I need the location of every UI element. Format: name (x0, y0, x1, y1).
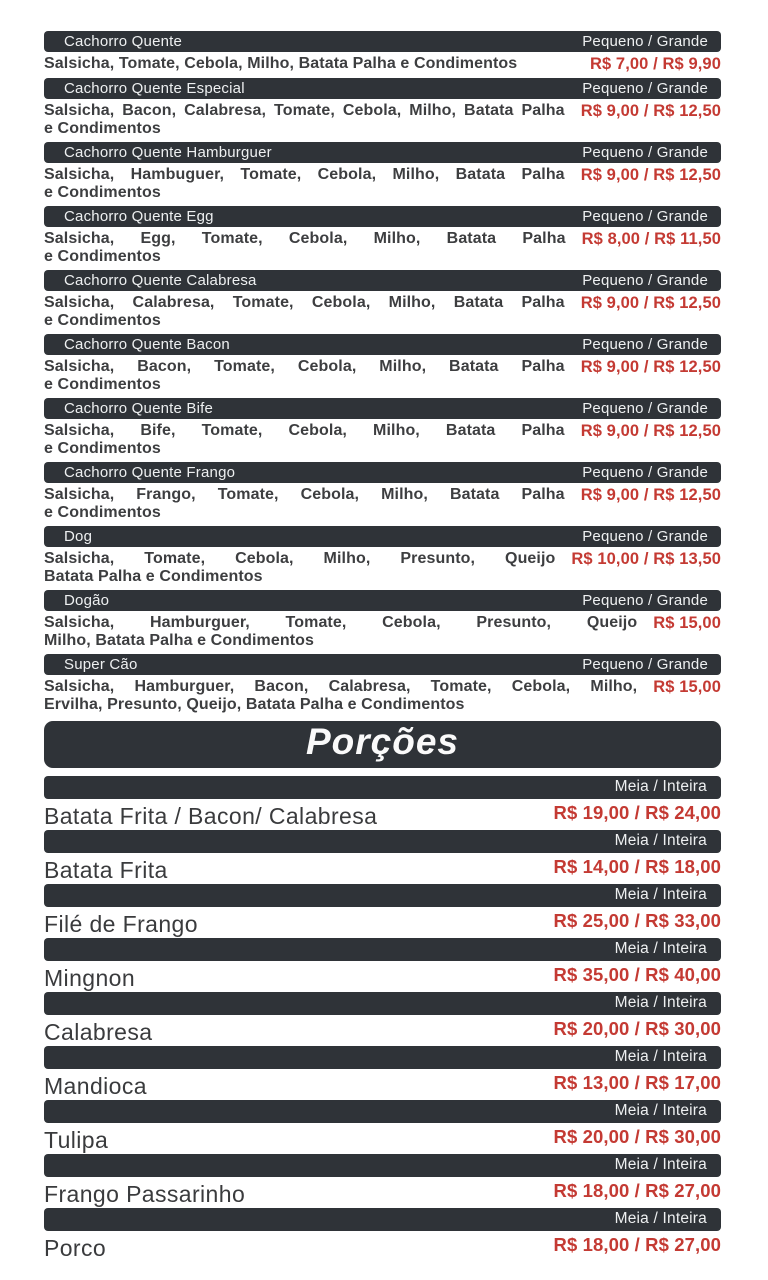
menu-item-price: R$ 10,00 / R$ 13,50 (571, 550, 721, 568)
menu-item-name: Cachorro Quente Bacon (64, 335, 230, 353)
menu-item-size-label: Pequeno / Grande (582, 527, 708, 545)
porcao-item-size-label: Meia / Inteira (614, 1210, 707, 1227)
menu-item-price: R$ 15,00 (653, 678, 721, 696)
menu-item-description: Salsicha, Calabresa, Tomate, Cebola, Milho, Batata Palha e Condimentos (44, 294, 565, 329)
porcao-item-name: Batata Frita / Bacon/ Calabresa (44, 803, 378, 829)
menu-item-name: Cachorro Quente Calabresa (64, 271, 257, 289)
menu-item-description: Salsicha, Tomate, Cebola, Milho, Batata Palha e Condimentos (44, 55, 518, 72)
menu-item-description: Salsicha, Bife, Tomate, Cebola, Milho, Batata Palha e Condimentos (44, 422, 565, 457)
porcao-item (44, 776, 721, 830)
porcao-item-row (44, 1180, 721, 1208)
menu-item-row (44, 294, 721, 329)
menu-item (44, 654, 721, 713)
menu-item-name: Cachorro Quente Bife (64, 399, 214, 417)
menu-item-header-bar (44, 590, 721, 611)
porcao-item-name: Tulipa (44, 1127, 109, 1153)
menu-item-price: R$ 9,00 / R$ 12,50 (580, 166, 721, 184)
porcao-item-size-bar (44, 884, 721, 907)
menu-item-description: Salsicha, Bacon, Tomate, Cebola, Milho, Batata Palha e Condimentos (44, 358, 565, 393)
porcao-item (44, 1046, 721, 1100)
menu-item-header-bar (44, 462, 721, 483)
porcao-item-size-bar (44, 938, 721, 961)
porcao-item-price: R$ 25,00 / R$ 33,00 (553, 910, 721, 931)
porcao-item-row (44, 1072, 721, 1100)
menu-item-name: Cachorro Quente (64, 32, 183, 50)
porcao-item-price: R$ 35,00 / R$ 40,00 (553, 964, 721, 985)
menu-item (44, 526, 721, 585)
porcao-item-size-bar (44, 1154, 721, 1177)
menu-item-description: Salsicha, Frango, Tomate, Cebola, Milho, Batata Palha e Condimentos (44, 486, 565, 521)
menu-item-header-bar (44, 31, 721, 52)
porcao-item-size-bar (44, 1100, 721, 1123)
porcao-item-row (44, 802, 721, 830)
menu-item (44, 270, 721, 329)
menu-item-size-label: Pequeno / Grande (582, 335, 708, 353)
porcao-item-size-bar (44, 1046, 721, 1069)
porcao-item-price: R$ 13,00 / R$ 17,00 (553, 1072, 721, 1093)
menu-item-price: R$ 8,00 / R$ 11,50 (581, 230, 721, 248)
menu-item-description: Salsicha, Hamburguer, Bacon, Calabresa, Tomate, Cebola, Milho, Ervilha, Presunto, Queijo, Batata Palha e Condimentos (44, 678, 638, 713)
menu-item-header-bar (44, 334, 721, 355)
porcao-item-size-label: Meia / Inteira (614, 832, 707, 849)
porcao-item-row (44, 1126, 721, 1154)
porcao-item-name: Mandioca (44, 1073, 147, 1099)
hot-dog-list (44, 31, 721, 713)
porcao-item (44, 1208, 721, 1262)
menu-item-name: Dogão (64, 591, 110, 609)
menu-item-header-bar (44, 78, 721, 99)
menu-item-row (44, 550, 721, 585)
menu-item-name: Cachorro Quente Frango (64, 463, 236, 481)
menu-item-row (44, 102, 721, 137)
porcao-item-size-bar (44, 776, 721, 799)
porcao-item-row (44, 964, 721, 992)
menu-item-size-label: Pequeno / Grande (582, 79, 708, 97)
menu-item-row (44, 678, 721, 713)
menu-item-price: R$ 15,00 (653, 614, 721, 632)
menu-item-row (44, 358, 721, 393)
porcao-item-size-label: Meia / Inteira (614, 1102, 707, 1119)
menu-item (44, 334, 721, 393)
menu-item (44, 142, 721, 201)
menu-item-header-bar (44, 526, 721, 547)
menu-item-row (44, 166, 721, 201)
menu-item-row (44, 486, 721, 521)
menu-item-name: Dog (64, 527, 93, 545)
menu-item-size-label: Pequeno / Grande (582, 207, 708, 225)
menu-item-row (44, 230, 721, 265)
menu-item-header-bar (44, 654, 721, 675)
porcao-item-size-label: Meia / Inteira (614, 1048, 707, 1065)
menu-item-size-label: Pequeno / Grande (582, 655, 708, 673)
menu-item-size-label: Pequeno / Grande (582, 271, 708, 289)
porcao-item-size-label: Meia / Inteira (614, 886, 707, 903)
porcao-item-size-bar (44, 992, 721, 1015)
menu-item-name: Cachorro Quente Hamburguer (64, 143, 272, 161)
porcao-item-size-bar (44, 1208, 721, 1231)
porcoes-list (44, 776, 721, 1262)
menu-item-name: Super Cão (64, 655, 138, 673)
menu-item-price: R$ 9,00 / R$ 12,50 (580, 358, 721, 376)
menu-item-row (44, 55, 721, 73)
menu-item-description: Salsicha, Tomate, Cebola, Milho, Presunto, Queijo Batata Palha e Condimentos (44, 550, 556, 585)
menu-item-name: Cachorro Quente Egg (64, 207, 214, 225)
porcao-item-price: R$ 18,00 / R$ 27,00 (553, 1180, 721, 1201)
menu-item (44, 78, 721, 137)
porcao-item (44, 830, 721, 884)
menu-item-price: R$ 9,00 / R$ 12,50 (580, 486, 721, 504)
porcao-item-name: Mingnon (44, 965, 136, 991)
menu-item-header-bar (44, 398, 721, 419)
menu-item-description: Salsicha, Hamburguer, Tomate, Cebola, Presunto, Queijo Milho, Batata Palha e Condimentos (44, 614, 638, 649)
porcao-item-row (44, 1234, 721, 1262)
menu-item-header-bar (44, 270, 721, 291)
porcao-item-price: R$ 20,00 / R$ 30,00 (553, 1126, 721, 1147)
menu-item-description: Salsicha, Egg, Tomate, Cebola, Milho, Batata Palha e Condimentos (44, 230, 566, 265)
porcao-item-row (44, 856, 721, 884)
menu-item-header-bar (44, 142, 721, 163)
porcao-item-name: Frango Passarinho (44, 1181, 246, 1207)
porcao-item (44, 1154, 721, 1208)
menu-item-price: R$ 9,00 / R$ 12,50 (580, 294, 721, 312)
porcao-item-price: R$ 18,00 / R$ 27,00 (553, 1234, 721, 1255)
porcoes-section-title: Porções (44, 721, 721, 768)
menu-item-price: R$ 9,00 / R$ 12,50 (580, 422, 721, 440)
menu-item-size-label: Pequeno / Grande (582, 463, 708, 481)
menu-item-size-label: Pequeno / Grande (582, 143, 708, 161)
porcao-item (44, 992, 721, 1046)
menu-item-description: Salsicha, Bacon, Calabresa, Tomate, Cebola, Milho, Batata Palha e Condimentos (44, 102, 565, 137)
porcao-item-row (44, 910, 721, 938)
menu-item (44, 31, 721, 73)
porcao-item-name: Filé de Frango (44, 911, 198, 937)
menu-item-description: Salsicha, Hambuguer, Tomate, Cebola, Milho, Batata Palha e Condimentos (44, 166, 565, 201)
menu-item-size-label: Pequeno / Grande (582, 591, 708, 609)
menu-item-name: Cachorro Quente Especial (64, 79, 245, 97)
porcao-item-size-label: Meia / Inteira (614, 778, 707, 795)
menu-item-header-bar (44, 206, 721, 227)
porcao-item (44, 1100, 721, 1154)
menu-item (44, 206, 721, 265)
menu-item (44, 590, 721, 649)
porcao-item-size-bar (44, 830, 721, 853)
porcao-item-price: R$ 14,00 / R$ 18,00 (553, 856, 721, 877)
porcao-item-row (44, 1018, 721, 1046)
menu-item-price: R$ 7,00 / R$ 9,90 (589, 55, 721, 73)
porcao-item-size-label: Meia / Inteira (614, 940, 707, 957)
menu-item (44, 462, 721, 521)
porcao-item-size-label: Meia / Inteira (614, 1156, 707, 1173)
menu-item-size-label: Pequeno / Grande (582, 399, 708, 417)
menu-item-row (44, 614, 721, 649)
porcao-item-name: Batata Frita (44, 857, 168, 883)
porcao-item-name: Porco (44, 1235, 107, 1261)
porcao-item (44, 938, 721, 992)
menu-item (44, 398, 721, 457)
menu-item-price: R$ 9,00 / R$ 12,50 (580, 102, 721, 120)
porcao-item-price: R$ 20,00 / R$ 30,00 (553, 1018, 721, 1039)
menu-item-size-label: Pequeno / Grande (582, 32, 708, 50)
porcao-item-name: Calabresa (44, 1019, 153, 1045)
porcao-item-price: R$ 19,00 / R$ 24,00 (553, 802, 721, 823)
menu-item-row (44, 422, 721, 457)
porcao-item-size-label: Meia / Inteira (614, 994, 707, 1011)
porcao-item (44, 884, 721, 938)
